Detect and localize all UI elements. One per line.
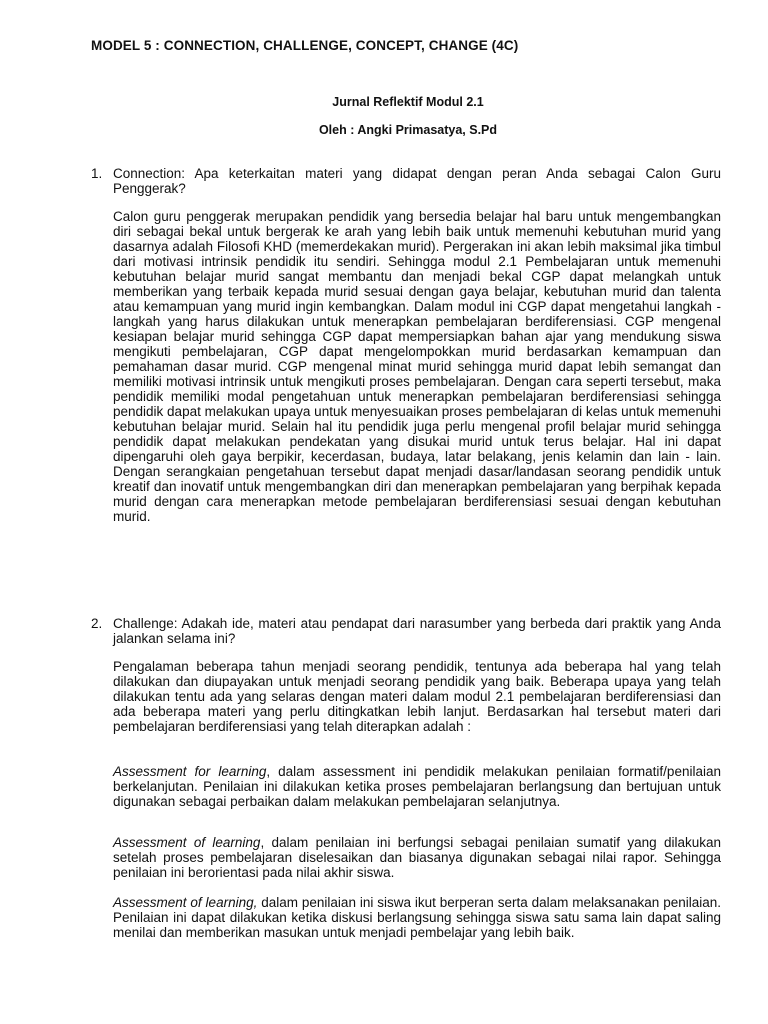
assessment-text: dalam penilaian ini siswa ikut berperan serta dalam melaksanakan penilaian. Penilaian ini dapat dilakukan ketika diskusi berlangsung sehingga siswa satu sama lain dapat saling menilai dan memberikan masukan untuk menjadi pembelajar yang lebih baik. <box>113 895 722 940</box>
assessment-term: Assessment of learning <box>113 835 261 850</box>
assessment-paragraph <box>113 895 721 940</box>
assessment-term: Assessment for learning <box>113 764 267 779</box>
challenge-intro: Pengalaman beberapa tahun menjadi seorang pendidik, tentunya ada beberapa hal yang telah dilakukan dan diupayakan untuk menjadi seorang pendidik yang baik. Beberapa upaya yang telah dilakukan tentu ada yang selaras dengan materi dalam modul 2.1 pembelajaran berdiferensiasi dan ada beberapa materi yang perlu ditingkatkan lebih lanjut. Berdasarkan hal tersebut materi dari pembelajaran berdiferensiasi yang telah diterapkan adalah : <box>113 659 721 734</box>
model-heading: MODEL 5 : CONNECTION, CHALLENGE, CONCEPT, CHANGE (4C) <box>91 38 519 53</box>
list-number: 1. <box>91 166 103 181</box>
question-text: Connection: Apa keterkaitan materi yang didapat dengan peran Anda sebagai Calon Guru Penggerak? <box>113 166 721 196</box>
assessment-text: , dalam assessment ini pendidik melakukan penilaian formatif/penilaian berkelanjutan. Penilaian ini dilakukan ketika proses pembelajaran berlangsung dan bertujuan untuk digunakan sebagai perbaikan dalam melakukan pembelajaran selanjutnya. <box>113 764 721 809</box>
assessment-paragraph <box>113 835 721 880</box>
assessment-paragraph <box>113 764 721 809</box>
assessment-text: , dalam penilaian ini berfungsi sebagai penilaian sumatif yang dilakukan setelah proses pembelajaran diselesaikan dan biasanya digunakan sebagai nilai rapor. Sehingga penilaian ini berorientasi pada nilai akhir siswa. <box>113 835 721 880</box>
answer-connection: Calon guru penggerak merupakan pendidik yang bersedia belajar hal baru untuk mengembangkan diri sebagai bekal untuk bergerak ke arah yang lebih baik untuk memenuhi kebutuhan murid yang dasarnya adalah Filosofi KHD (memerdekakan murid). Pergerakan ini akan lebih maksimal jika timbul dari motivasi intrinsik pendidik itu sendiri. Sehingga modul 2.1 Pembelajaran untuk memenuhi kebutuhan belajar murid sangat membantu dan menjadi bekal CGP dapat melangkah untuk memberikan yang terbaik kepada murid sesuai dengan gaya belajar, kebutuhan murid dan talenta atau kemampuan yang murid ingin kembangkan. Dalam modul ini CGP dapat mengetahui langkah - langkah yang harus dilakukan untuk menerapkan pembelajaran berdiferensiasi. CGP mengenal kesiapan belajar murid sehingga CGP dapat mempersiapkan bahan ajar yang mendukung siswa mengikuti pembelajaran, CGP dapat mengelompokkan murid berdasarkan kemampuan dan pemahaman dasar murid. CGP mengenal minat murid sehingga murid dapat lebih semangat dan memiliki motivasi intrinsik untuk mengikuti proses pembelajaran. Dengan cara seperti tersebut, maka pendidik memiliki modal pengetahuan untuk menerapkan pembelajaran berdiferensiasi sehingga pendidik dapat melakukan upaya untuk menyesuaikan proses pembelajaran di kelas untuk memenuhi kebutuhan belajar murid. Selain hal itu pendidik juga perlu mengenal profil belajar murid sehingga pendidik dapat melakukan pendekatan yang disukai murid untuk terus belajar. Hal ini dapat dipengaruhi oleh gaya berpikir, kecerdasan, budaya, latar belakang, jenis kelamin dan lain - lain. Dengan serangkaian pengetahuan tersebut dapat menjadi dasar/landasan seorang pendidik untuk kreatif dan inovatif untuk mengembangkan diri dan menerapkan pembelajaran yang berpihak kepada murid dengan cara menerapkan metode pembelajaran berdiferensiasi sesuai dengan kebutuhan murid. <box>113 209 721 524</box>
author-line: Oleh : Angki Primasatya, S.Pd <box>318 123 498 137</box>
question-connection <box>91 166 721 196</box>
journal-title: Jurnal Reflektif Modul 2.1 <box>332 95 484 109</box>
question-challenge <box>91 616 721 646</box>
list-number: 2. <box>91 616 103 631</box>
question-text: Challenge: Adakah ide, materi atau pendapat dari narasumber yang berbeda dari praktik yang Anda jalankan selama ini? <box>113 616 721 646</box>
assessment-term: Assessment of learning, <box>113 895 258 910</box>
